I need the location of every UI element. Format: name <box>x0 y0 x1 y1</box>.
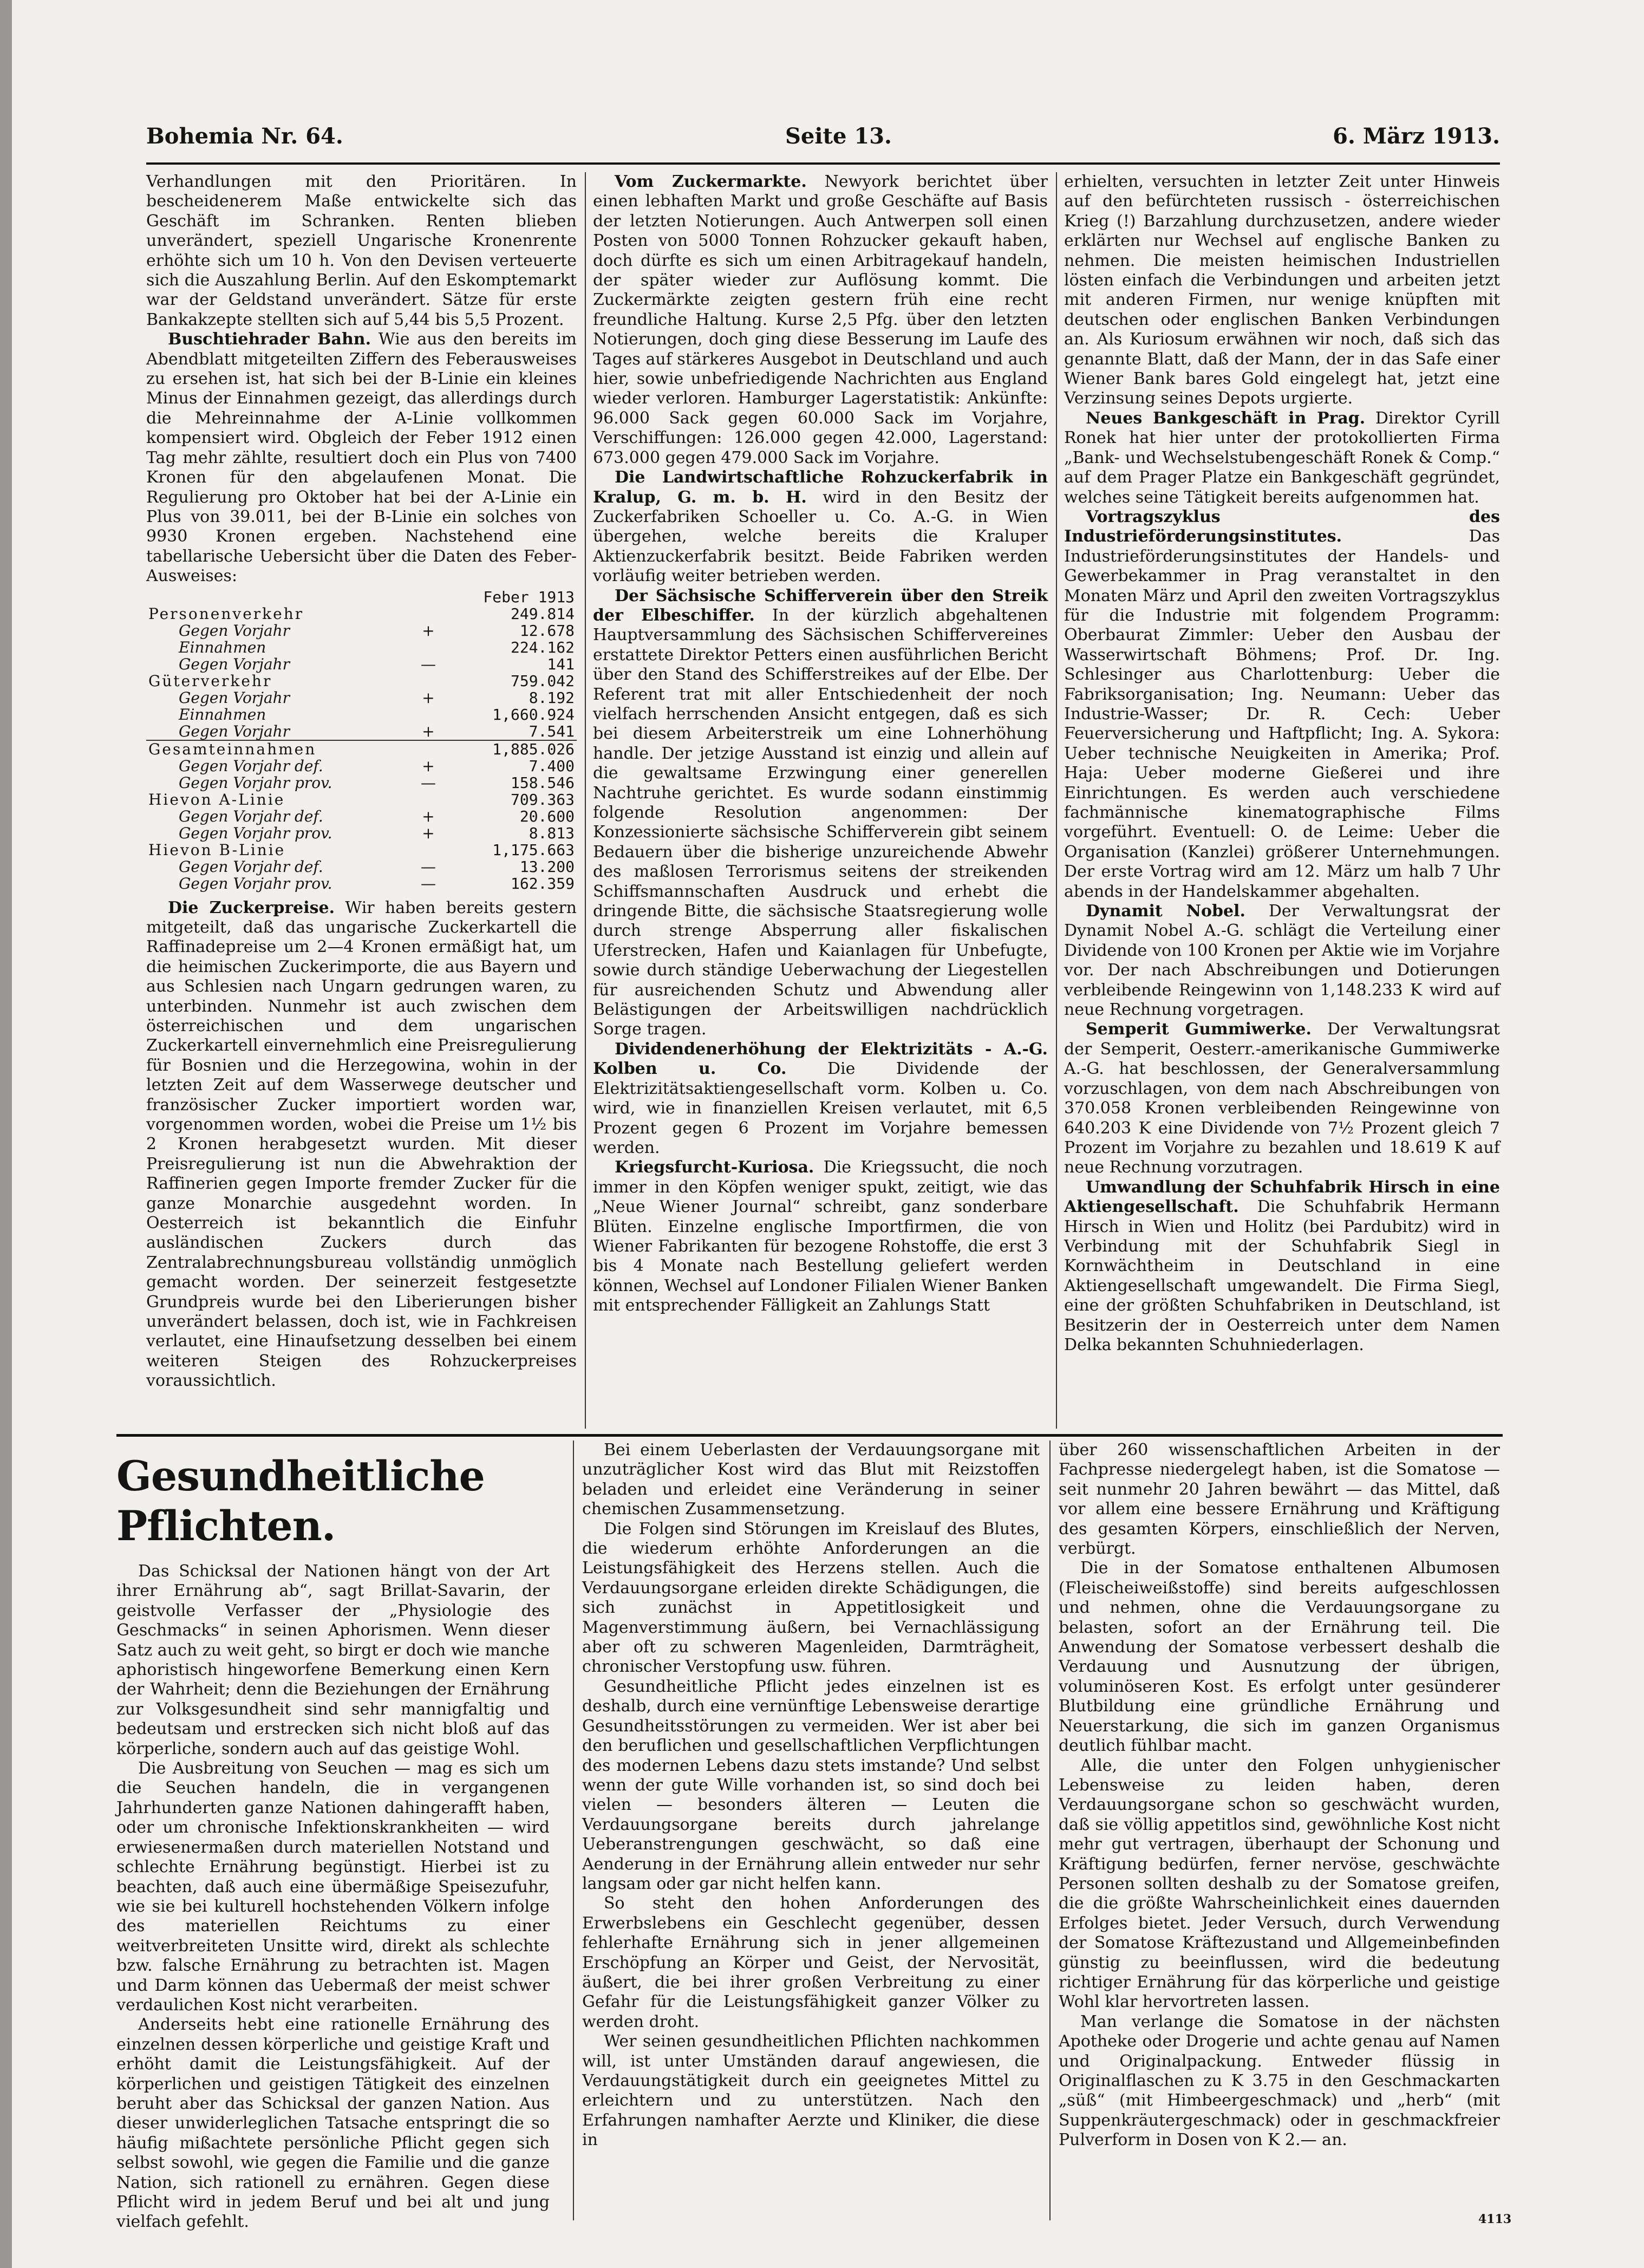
table-row <box>146 808 577 825</box>
finance-column-3 <box>1064 172 1500 1429</box>
bankgeschaeft-heading: Neues Bankgeschäft in Prag. <box>1086 408 1366 428</box>
schifferverein-heading: Der Sächsische Schifferverein über den Streik der Elbeschiffer. <box>593 586 1048 625</box>
hirsch-report <box>1064 1178 1500 1355</box>
rohzuckerfabrik-report <box>593 468 1048 586</box>
vortragszyklus-text: Das Industrieförderungsinstitutes der Handels- und Gewerbekammer in Prag veranstaltet in den Monaten März und April den zweiten Vortragszyklus für die Industrie mit folgendem Programm: Oberbaurat Zimmler: Ueber den Ausbau der Wasserwirtschaft Böhmens; Prof. Dr. Ing. Schlesinger aus Charlottenburg: Ueber die Fabriksorganisation; Ing. Neumann: Ueber das Industrie-Wasser; Dr. R. Cech: Ueber Feuerversicherung und Haftpflicht; Ing. A. Sykora: Ueber technische Neuigkeiten in Amerika; Prof. Haja: Ueber moderne Gießerei und ihre Einrichtungen. Es werden auch verschiedene fachmännische kinematographische Films vorgeführt. Eventuell: O. de Leime: Ueber die Organisation (Kanzlei) größerer Unternehmungen. Der erste Vortrag wird am 12. März um halb 7 Uhr abends in der Handelskammer abgehalten. <box>1064 527 1500 901</box>
table-row <box>146 740 577 758</box>
table-row <box>146 639 577 656</box>
issue-date: 6. März 1913. <box>1333 123 1500 149</box>
row-value: 20.600 <box>519 807 575 825</box>
article-title: Gesundheitliche Pflichten. <box>116 1452 485 1550</box>
article-column-3 <box>1059 1441 1500 2210</box>
table-row <box>146 774 577 791</box>
row-sign <box>418 639 439 656</box>
table-row <box>146 622 577 639</box>
row-label: Gegen Vorjahr <box>179 722 290 740</box>
row-label: Einnahmen <box>179 638 266 656</box>
row-label: Gegen Vorjahr <box>179 621 290 640</box>
row-value: 13.200 <box>519 857 575 876</box>
row-label: Gegen Vorjahr prov. <box>179 773 332 792</box>
table-row <box>146 875 577 892</box>
vortragszyklus-report <box>1064 507 1500 902</box>
row-sign: — <box>420 874 436 892</box>
row-value: 8.813 <box>529 824 575 842</box>
column-divider <box>573 1441 574 2220</box>
column-divider <box>585 172 586 1429</box>
row-sign <box>418 791 439 808</box>
kriegsfurcht-text: Die Kriegssucht, die noch immer in den Köpfen weniger spukt, zeitigt, wie das „Neue Wiener Journal“ schreibt, ganz sonderbare Blüten. Einzelne englische Importfirmen, die von Wiener Fabrikanten für bezogene Rohstoffe, die erst 3 bis 4 Monate nach Bestellung geliefert werden können, Wechsel auf Londoner Filialen Wiener Banken mit entsprechender Fälligkeit an Zahlungs Statt <box>593 1158 1048 1315</box>
kriegsfurcht-continued: erhielten, versuchten in letzter Zeit unter Hinweis auf den befürchteten russisch - österreichischen Krieg (!) Barzahlung durchzusetzen, andere wieder erklärten nur Wechsel auf englische Banken zu nehmen. Die meisten heimischen Industriellen lösten einfach die Verbindungen und arbeiten jetzt mit anderen Firmen, nur wenige knüpften mit deutschen oder englischen Banken Verbindungen an. Als Kuriosum erwähnen wir noch, daß sich das genannte Blatt, daß der Mann, der in das Safe einer Wiener Bank bares Gold eingelegt hat, jetzt eine Verzinsung seines Depots urgierte. <box>1064 172 1500 408</box>
row-sign: + <box>422 621 435 640</box>
bankgeschaeft-text: Direktor Cyrill Ronek hat hier unter der protokollierten Firma „Bank- und Wechselstubengeschäft Ronek & Comp.“ auf dem Prager Platze ein Bankgeschäft gegründet, welches seine Tätigkeit bereits aufgenommen hat. <box>1064 408 1500 507</box>
table-row <box>146 605 577 622</box>
row-value: 141 <box>547 655 575 673</box>
rohzuckerfabrik-text: wird in den Besitz der Zuckerfabriken Schoeller u. Co. A.-G. in Wien übergehen, welche bereits die Kraluper Aktienzuckerfabrik besitzt. Beide Fabriken werden vorläufig weiter betrieben werden. <box>593 487 1048 586</box>
zuckermarkt-text: Newyork berichtet über einen lebhaften Markt und große Geschäfte auf Basis der letzten Notierungen. Auch Antwerpen soll einen Posten von 5000 Tonnen Rohzucker gekauft haben, doch dürfte es sich um einen Arbitragekauf handeln, der später wieder zur Auflösung kommt. Die Zuckermärkte zeigten gestern früh eine recht freundliche Haltung. Kurse 2,5 Pfg. über den letzten Notierungen, doch ging diese Besserung im Laufe des Tages auf stärkeres Ausgebot in Deutschland und auch hier, sowie unbefriedigende Nachrichten aus England wieder verloren. Hamburger Lagerstatistik: Ankünfte: 96.000 Sack gegen 60.000 Sack im Vorjahre, Verschiffungen: 126.000 gegen 42.000, Lagerstand: 673.000 gegen 479.000 Sack im Vorjahre. <box>593 172 1048 467</box>
print-mark: 4113 <box>1478 2212 1512 2226</box>
row-value: 1,885.026 <box>439 740 577 758</box>
dividende-text: Die Dividende der Elektrizitätsaktiengesellschaft vorm. Kolben u. Co. wird, wie in finanziellen Kreisen verlautet, mit 6,5 Prozent gegen 6 Prozent im Vorjahre bemessen werden. <box>593 1059 1048 1157</box>
row-value: 8.192 <box>529 688 575 707</box>
semperit-report <box>1064 1020 1500 1177</box>
table-row <box>146 758 577 774</box>
row-label: Gegen Vorjahr prov. <box>179 874 332 892</box>
semperit-heading: Semperit Gummiwerke. <box>1086 1020 1312 1039</box>
kriegsfurcht-heading: Kriegsfurcht-Kuriosa. <box>615 1158 814 1177</box>
row-sign: + <box>422 807 435 825</box>
dynamit-report <box>1064 902 1500 1020</box>
article-paragraph: Wer seinen gesundheitlichen Pflichten nachkommen will, ist unter Umständen darauf angewiesen, die Verdauungstätigkeit durch ein geeignetes Mittel zu erleichtern und zu unterstützen. Nach den Erfahrungen namhafter Aerzte und Kliniker, die diese in <box>582 2032 1040 2150</box>
row-label: Gegen Vorjahr def. <box>179 757 323 775</box>
column-divider <box>1049 1441 1051 2220</box>
table-row <box>146 723 577 740</box>
row-sign: — <box>420 773 436 792</box>
row-value: 162.359 <box>510 874 575 892</box>
row-sign: + <box>422 824 435 842</box>
row-label: Güterverkehr <box>148 672 272 690</box>
row-value: 759.042 <box>510 672 575 690</box>
row-value: 12.678 <box>519 621 575 640</box>
row-label: Gegen Vorjahr <box>179 688 290 707</box>
row-label: Einnahmen <box>179 705 266 724</box>
table-row <box>146 656 577 673</box>
row-value: 249.814 <box>510 604 575 623</box>
table-row <box>146 858 577 875</box>
rohzuckerfabrik-heading: Die Landwirtschaftliche Rohzuckerfabrik in Kralup, G. m. b. H. <box>593 468 1048 507</box>
article-column-1 <box>116 1441 550 2232</box>
row-sign: — <box>420 857 436 876</box>
row-sign <box>418 673 439 689</box>
dynamit-heading: Dynamit Nobel. <box>1086 902 1245 921</box>
page-number: Seite 13. <box>785 123 892 149</box>
hirsch-text: Die Schuhfabrik Hermann Hirsch in Wien und Holitz (bei Pardubitz) wird in Verbindung mit der Schuhfabrik Siegl in Kornwächtheim in Deutschland in eine Aktiengesellschaft umgewandelt. Die Firma Siegl, eine der größten Schuhfabriken in Deutschland, ist Besitzerin der in Oesterreich unter dem Namen Delka bekannten Schuhniederlagen. <box>1064 1197 1500 1354</box>
row-sign <box>418 605 439 622</box>
row-value: 1,660.924 <box>492 705 575 724</box>
table-row <box>146 706 577 723</box>
schifferverein-report <box>593 586 1048 1040</box>
row-value: 158.546 <box>510 773 575 792</box>
row-value: 7.541 <box>529 722 575 740</box>
row-label: Gegen Vorjahr <box>179 655 290 673</box>
row-label: Gegen Vorjahr def. <box>179 857 323 876</box>
row-sign <box>418 706 439 723</box>
dynamit-text: Der Verwaltungsrat der Dynamit Nobel A.-G. schlägt die Verteilung einer Dividende von 100 Kronen per Aktie wie im Vorjahre vor. Der nach Abschreibungen und Dotierungen verbleibende Reingewinn von 1,148.233 K wird auf neue Rechnung vorgetragen. <box>1064 902 1500 1020</box>
article-column-2 <box>582 1441 1040 2220</box>
article-paragraph: Die Ausbreitung von Seuchen — mag es sich um die Seuchen handeln, die in vergangenen Jahrhunderten ganze Nationen dahingerafft haben, oder um chronische Infektionskrankheiten — wird erwiesenermaßen durch materiellen Notstand und schlechte Ernährung begünstigt. Hierbei ist zu beachten, daß auch eine übermäßige Speisezufuhr, wie sie bei kulturell hochstehenden Völkern infolge des materiellen Reichtums zu einer weitverbreiteten Unsitte wird, direkt als schlechte bzw. falsche Ernährung zu betrachten ist. Magen und Darm können das Uebermaß der meist schwer verdaulichen Kost nicht verarbeiten. <box>116 1759 550 2015</box>
feber-table <box>146 589 577 892</box>
kriegsfurcht-report <box>593 1158 1048 1315</box>
table-row <box>146 689 577 706</box>
row-sign: + <box>422 688 435 707</box>
article-paragraph: Alle, die unter den Folgen unhygienischer Lebensweise zu leiden haben, deren Verdauungsorgane schon so geschwächt wurden, daß sie völlig appetitlos sind, gewöhnliche Kost nicht mehr gut vertragen, überhaupt der Schonung und Kräftigung bedürfen, ferner nervöse, geschwächte Personen sollten deshalb zu der Somatose greifen, die die größte Wahrscheinlichkeit eines dauernden Erfolges bietet. Jeder Versuch, durch Verwendung der Somatose Kräftezustand und Allgemeinbefinden günstig zu beeinflussen, wird die bedeutung richtiger Ernährung für das körperliche und geistige Wohl klar hervortreten lassen. <box>1059 1756 1500 2012</box>
finance-column-1 <box>146 172 577 1429</box>
article-paragraph: So steht den hohen Anforderungen des Erwerbslebens ein Geschlecht gegenüber, dessen fehlerhafte Ernährung sich in jener allgemeinen Erschöpfung an Körper und Geist, der Nervosität, äußert, die bei ihrer großen Verbreitung zu einer Gefahr für die Leistungsfähigkeit ganzer Völker zu werden droht. <box>582 1894 1040 2031</box>
article-paragraph: Anderseits hebt eine rationelle Ernährung des einzelnen dessen körperliche und geistige Kraft und erhöht damit die Leistungsfähigkeit. Auf der körperlichen und geistigen Tätigkeit des einzelnen beruht aber das Schicksal der ganzen Nation. Aus dieser unwiderleglichen Tatsache entspringt die so häufig mißachtete persönliche Pflicht gegen sich selbst sowohl, wie gegen die Familie und die ganze Nation, sich rationell zu ernähren. Gegen diese Pflicht wird in jedem Beruf und bei alt und jung vielfach gefehlt. <box>116 2015 550 2232</box>
row-sign: + <box>422 722 435 740</box>
row-value: 1,175.663 <box>492 840 575 859</box>
article-paragraph: Bei einem Ueberlasten der Verdauungsorgane mit unzuträglicher Kost wird das Blut mit Reizstoffen beladen und erleidet eine Veränderung in seiner chemischen Zusammensetzung. <box>582 1441 1040 1519</box>
row-label: Gesamteinnahmen <box>146 740 418 758</box>
row-value: 224.162 <box>510 638 575 656</box>
semperit-text: Der Verwaltungsrat der Semperit, Oesterr.-amerikanische Gummiwerke A.-G. hat beschlossen, der Generalversammlung vorzuschlagen, von dem nach Abschreibungen von 370.058 Kronen verbleibenden Reingewinne von 640.203 K eine Dividende von 7½ Prozent gleich 7 Prozent im Vorjahre zu bezahlen und 18.619 K auf neue Rechnung vorzutragen. <box>1064 1020 1500 1177</box>
table-row <box>146 825 577 842</box>
hirsch-heading: Umwandlung der Schuhfabrik Hirsch in eine Aktiengesellschaft. <box>1064 1177 1500 1217</box>
row-value: 709.363 <box>510 790 575 809</box>
row-label: Gegen Vorjahr def. <box>179 807 323 825</box>
table-column-header: Feber 1913 <box>483 588 575 606</box>
row-sign: — <box>420 655 436 673</box>
article-paragraph: über 260 wissenschaftlichen Arbeiten in der Fachpresse niedergelegt haben, ist die Somatose — seit nunmehr 20 Jahren bewährt — das Mittel, daß vor allem eine bessere Ernährung und Kräftigung des gesamten Körpers, einschließlich der Nerven, verbürgt. <box>1059 1441 1500 1559</box>
paper-name: Bohemia Nr. 64. <box>146 123 343 149</box>
header-rule <box>146 162 1500 165</box>
article-paragraph: Gesundheitliche Pflicht jedes einzelnen ist es deshalb, durch eine vernünftige Lebensweise derartige Gesundheitsstörungen zu vermeiden. Wer ist aber bei den beruflichen und gesellschaftlichen Verpflichtungen des modernen Lebens dazu stets imstande? Und selbst wenn der gute Wille vorhanden ist, so sind doch bei vielen — besonders älteren — Leuten die Verdauungsorgane bereits durch jahrelange Ueberanstrengungen geschwächt, so daß eine Aenderung in der Ernährung allein entweder nur sehr langsam oder gar nicht helfen kann. <box>582 1677 1040 1893</box>
row-label: Hievon B-Linie <box>148 840 286 859</box>
zucker-text: Wir haben bereits gestern mitgeteilt, daß das ungarische Zuckerkartell die Raffinadepreise um 2—4 Kronen ermäßigt hat, um die heimischen Zuckerimporte, die aus Bayern und aus Schlesien nach Ungarn gedrungen waren, zu unterbinden. Nunmehr ist auch zwischen dem österreichischen und dem ungarischen Zuckerkartell einvernehmlich eine Preisregulierung für Bosnien und die Herzegowina, wohin in der letzten Zeit auf dem Wasserwege deutscher und französischer Zucker importiert worden war, vorgenommen worden, wobei die Preise um 1½ bis 2 Kronen herabgesetzt wurden. Mit dieser Preisregulierung ist nun die Abwehraktion der Raffinerien gegen Importe fremder Zucker für die ganze Monarchie ausgedehnt worden. In Oesterreich ist bekanntlich die Einfuhr ausländischen Zuckers durch das Zentralabrechnungsbureau vollständig unmöglich gemacht worden. Der seinerzeit festgesetzte Grundpreis wurde bei den Liberierungen bisher unverändert belassen, doch ist, wie in Fachkreisen verlautet, eine Hinaufsetzung desselben bei einem weiteren Steigen des Rohzuckerpreises voraussichtlich. <box>146 898 577 1391</box>
row-label: Personenverkehr <box>148 604 304 623</box>
row-sign <box>418 842 439 858</box>
table-row <box>146 673 577 689</box>
vortragszyklus-heading: Vortragszyklus des Industrieförderungsinstitutes. <box>1064 507 1500 546</box>
finance-column-2 <box>593 172 1048 1429</box>
row-label: Hievon A-Linie <box>148 790 285 809</box>
column-divider <box>1056 172 1057 1429</box>
table-row <box>146 842 577 858</box>
row-label: Gegen Vorjahr prov. <box>179 824 332 842</box>
article-paragraph: Die Folgen sind Störungen im Kreislauf des Blutes, die wiederum erhöhte Anforderungen an die Leistungsfähigkeit des Herzens stellen. Auch die Verdauungsorgane erleiden direkte Schädigungen, die sich zunächst in Appetitlosigkeit und Magenverstimmung äußern, bei Vernachlässigung aber oft zu schweren Magenleiden, Darmträgheit, chronischer Verstopfung usw. führen. <box>582 1519 1040 1677</box>
article-paragraph: Man verlange die Somatose in der nächsten Apotheke oder Drogerie und achte genau auf Namen und Originalpackung. Entweder flüssig in Originalflaschen zu K 3.75 in den Geschmackarten „süß“ (mit Himbeergeschmack) und „herb“ (mit Suppenkräutergeschmack) oder in geschmackfreier Pulverform in Dosen von K 2.— an. <box>1059 2012 1500 2150</box>
zuckermarkt-heading: Vom Zuckermarkte. <box>615 172 807 191</box>
dividende-heading: Dividendenerhöhung der Elektrizitäts - A.-G. Kolben u. Co. <box>593 1039 1048 1079</box>
article-paragraph: Die in der Somatose enthaltenen Albumosen (Fleischeiweißstoffe) sind bereits aufgeschlossen und nehmen, ohne die Verdauungsorgane zu belasten, sofort an der Ernährung teil. Die Anwendung der Somatose verbessert deshalb die Verdauung und Ausnutzung der übrigen, voluminöseren Kost. Es erfolgt unter gesünderer Blutbildung eine gründliche Ernährung und Neuerstarkung, die sich im ganzen Organismus deutlich fühlbar macht. <box>1059 1559 1500 1756</box>
binding-edge <box>0 0 12 2268</box>
market-report: Verhandlungen mit den Prioritären. In bescheidenerem Maße entwickelte sich das Geschäft im Schranken. Renten blieben unverändert, speziell Ungarische Kronenrente erhöhte sich um 10 h. Von den Devisen verteuerte sich die Auszahlung Berlin. Auf den Eskomptemarkt war der Geldstand unverändert. Sätze für erste Bankakzepte stellten sich auf 5,44 bis 5,5 Prozent. <box>146 172 577 329</box>
row-value: 7.400 <box>529 757 575 775</box>
table-row <box>146 791 577 808</box>
row-sign <box>418 740 439 758</box>
dividende-report <box>593 1040 1048 1158</box>
bahn-heading: Buschtiehrader Bahn. <box>168 330 371 349</box>
bankgeschaeft-report <box>1064 409 1500 507</box>
zuckermarkt-report <box>593 172 1048 468</box>
page-header <box>146 123 1500 161</box>
row-sign: + <box>422 757 435 775</box>
article-paragraph: Das Schicksal der Nationen hängt von der Art ihrer Ernährung ab“, sagt Brillat-Savarin, der geistvolle Verfasser der „Physiologie des Geschmacks“ in seinen Aphorismen. Wenn dieser Satz auch zu weit geht, so birgt er doch wie manche aphoristisch hingeworfene Bemerkung einen Kern der Wahrheit; denn die Beziehungen der Ernährung zur Volksgesundheit sind sehr mannigfaltig und bedeutsam und erstrecken sich nicht bloß auf das körperliche, sondern auch auf das geistige Wohl. <box>116 1562 550 1758</box>
schifferverein-text: In der kürzlich abgehaltenen Hauptversammlung des Sächsischen Schiffervereines erstattete Direktor Petters einen ausführlichen Bericht über den Stand des Schifferstreikes auf der Elbe. Der Referent trat mit aller Entschiedenheit der noch vielfach herrschenden Ansicht entgegen, daß es sich bei diesem Arbeiterstreik um eine Lohnerhöhung handle. Der jetzige Ausstand ist einzig und allein auf die gewaltsame Erzwingung einer generellen Nachtruhe gerichtet. Es wurde sodann einstimmig folgende Resolution angenommen: Der Konzessionierte sächsische Schifferverein gibt seinem Bedauern über die bisherige unzureichende Abwehr des maßlosen Terrorismus seitens der streikenden Schiffsmannschaften Ausdruck und erhebt die dringende Bitte, die sächsische Staatsregierung wolle durch strenge Absperrung aller fiskalischen Uferstrecken, Hafen und Kaianlagen für Unbefugte, sowie durch ständige Ueberwachung der Liegestellen für ausreichenden Schutz und Abwendung aller Belästigungen der Arbeitswilligen nachdrücklich Sorge tragen. <box>593 605 1048 1039</box>
bahn-report <box>146 330 577 586</box>
zucker-heading: Die Zuckerpreise. <box>168 898 335 917</box>
zucker-report <box>146 898 577 1391</box>
bahn-text: Wie aus den bereits im Abendblatt mitgeteilten Ziffern des Feberausweises zu ersehen ist, hat sich bei der B-Linie ein kleines Minus der Einnahmen gezeigt, das allerdings durch die Mehreinnahme der A-Linie vollkommen kompensiert wird. Obgleich der Feber 1912 einen Tag mehr zählte, resultiert doch ein Plus von 7400 Kronen für den abgelaufenen Monat. Die Regulierung pro Oktober hat bei der A-Linie ein Plus von 39.011, bei der B-Linie ein solches von 9930 Kronen ergeben. Nachstehend eine tabellarische Uebersicht über die Daten des Feber-Ausweises: <box>146 330 577 586</box>
section-rule <box>116 1434 1503 1437</box>
